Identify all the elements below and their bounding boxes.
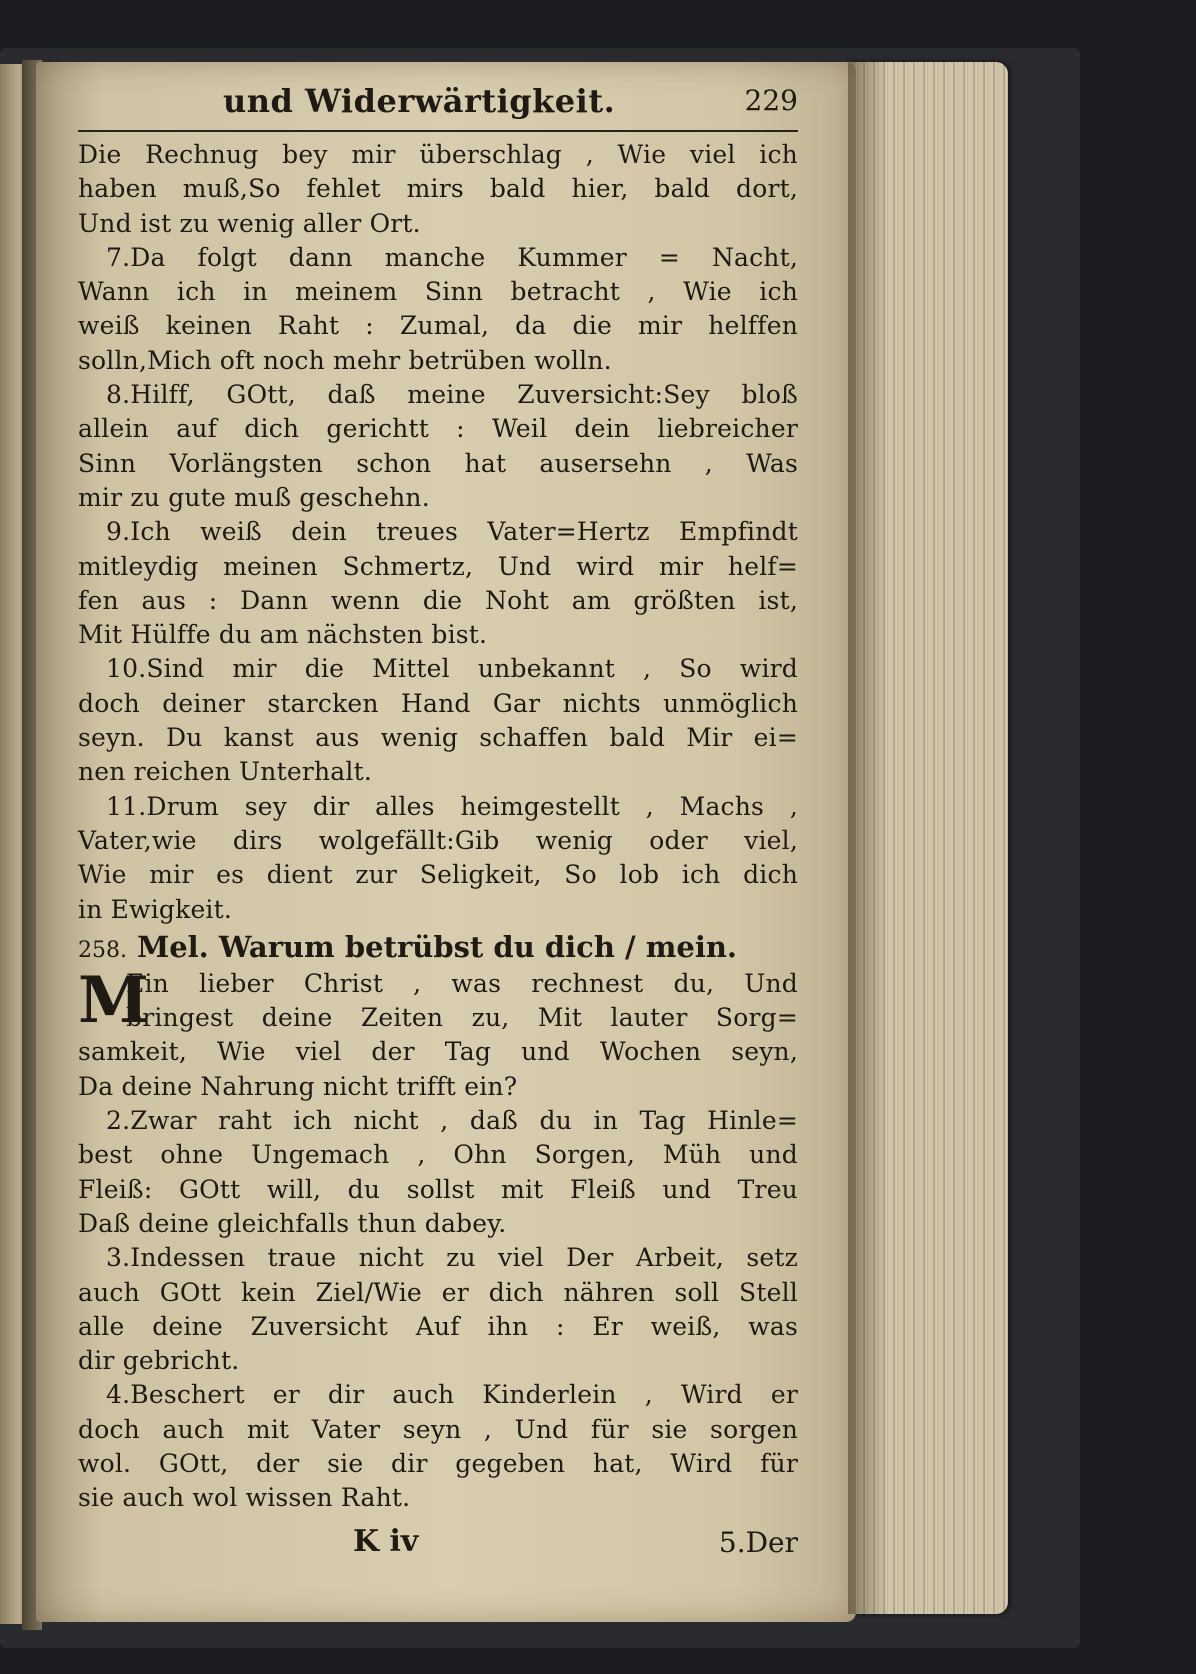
page-footer [78,1524,798,1568]
hymn-heading [78,927,798,967]
hymn-number: 258. [78,937,127,963]
catchword: 5.Der [718,1525,798,1559]
text-line: mir zu gute muß geschehn. [78,482,430,512]
signature-mark: K iv [353,1523,419,1559]
text-line: Wie mir es dient zur Seligkeit, So lob ich dich [78,860,798,890]
text-line: in Ewigkeit. [78,894,233,924]
text-line: haben muß,So fehlet mirs bald hier, bald dort, [78,174,798,204]
text-line: Fleiß: GOtt will, du sollst mit Fleiß und Treu [78,1174,798,1204]
text-line: allein auf dich gerichtt : Weil dein liebreicher [78,414,798,444]
page-number: 229 [744,84,798,117]
text-line: Wann ich in meinem Sinn betracht , Wie ich [78,277,798,307]
text-line: auch GOtt kein Ziel/Wie er dich nähren soll Stell [78,1277,798,1307]
page-edge-shadow [848,62,888,1614]
text-line: 3.Indessen traue nicht zu viel Der Arbeit, setz [106,1243,798,1273]
text-line: 2.Zwar raht ich nicht , daß du in Tag Hinle= [106,1106,798,1136]
text-line: 8.Hilff, GOtt, daß meine Zuversicht:Sey bloß [106,380,798,410]
text-line: Vater,wie dirs wolgefällt:Gib wenig oder viel, [78,825,798,855]
text-line: best ohne Ungemach , Ohn Sorgen, Müh und [78,1140,798,1170]
text-line: solln,Mich oft noch mehr betrüben wolln. [78,345,612,375]
text-line: alle deine Zuversicht Auf ihn : Er weiß, was [78,1311,798,1341]
text-line: Die Rechnug bey mir überschlag , Wie viel ich [78,140,798,169]
text-line: 7.Da folgt dann manche Kummer = Nacht, [106,242,798,272]
text-line: sie auch wol wissen Raht. [78,1483,411,1513]
hymn-first-line: M Ein lieber Christ , was rechnest du, Und [78,962,798,1038]
hymn-second-line: bringest deine Zeiten zu, Mit lauter Sorg= [126,1003,798,1033]
drop-cap: M [78,962,150,1038]
verses-block-a [78,138,798,927]
hymn-melody: Mel. Warum betrübst du dich / mein. [137,929,738,964]
text-line: Und ist zu wenig aller Ort. [78,208,421,238]
text-line: doch auch mit Vater seyn , Und für sie sorgen [78,1414,798,1444]
text-line: wol. GOtt, der sie dir gegeben hat, Wird für [78,1448,798,1478]
text-line: Daß deine gleichfalls thun dabey. [78,1208,507,1238]
text-line: 4.Beschert er dir auch Kinderlein , Wird er [106,1380,798,1410]
running-title: und Widerwärtigkeit. [223,82,616,120]
text-line: nen reichen Unterhalt. [78,757,372,787]
text-line: Da deine Nahrung nicht trifft ein? [78,1071,518,1101]
text-line: 10.Sind mir die Mittel unbekannt , So wird [106,654,798,684]
text-line: 9.Ich weiß dein treues Vater=Hertz Empfindt [106,517,798,547]
text-line: weiß keinen Raht : Zumal, da die mir helffen [78,311,798,341]
text-line: mitleydig meinen Schmertz, Und wird mir helf= [78,551,798,581]
text-line: fen aus : Dann wenn die Noht am größten ist, [78,585,798,615]
text-line: samkeit, Wie viel der Tag und Wochen seyn, [78,1037,798,1067]
verses-block-b [78,1035,798,1515]
text-line: seyn. Du kanst aus wenig schaffen bald Mir ei= [78,723,798,753]
page-text [78,76,798,1568]
text-line: doch deiner starcken Hand Gar nichts unmöglich [78,688,798,718]
text-line: dir gebricht. [78,1346,240,1376]
text-line: Mit Hülffe du am nächsten bist. [78,620,488,650]
text-line: Sinn Vorlängsten schon hat ausersehn , Was [78,448,798,478]
page-header [78,76,798,132]
text-line: 11.Drum sey dir alles heimgestellt , Machs , [106,791,798,821]
